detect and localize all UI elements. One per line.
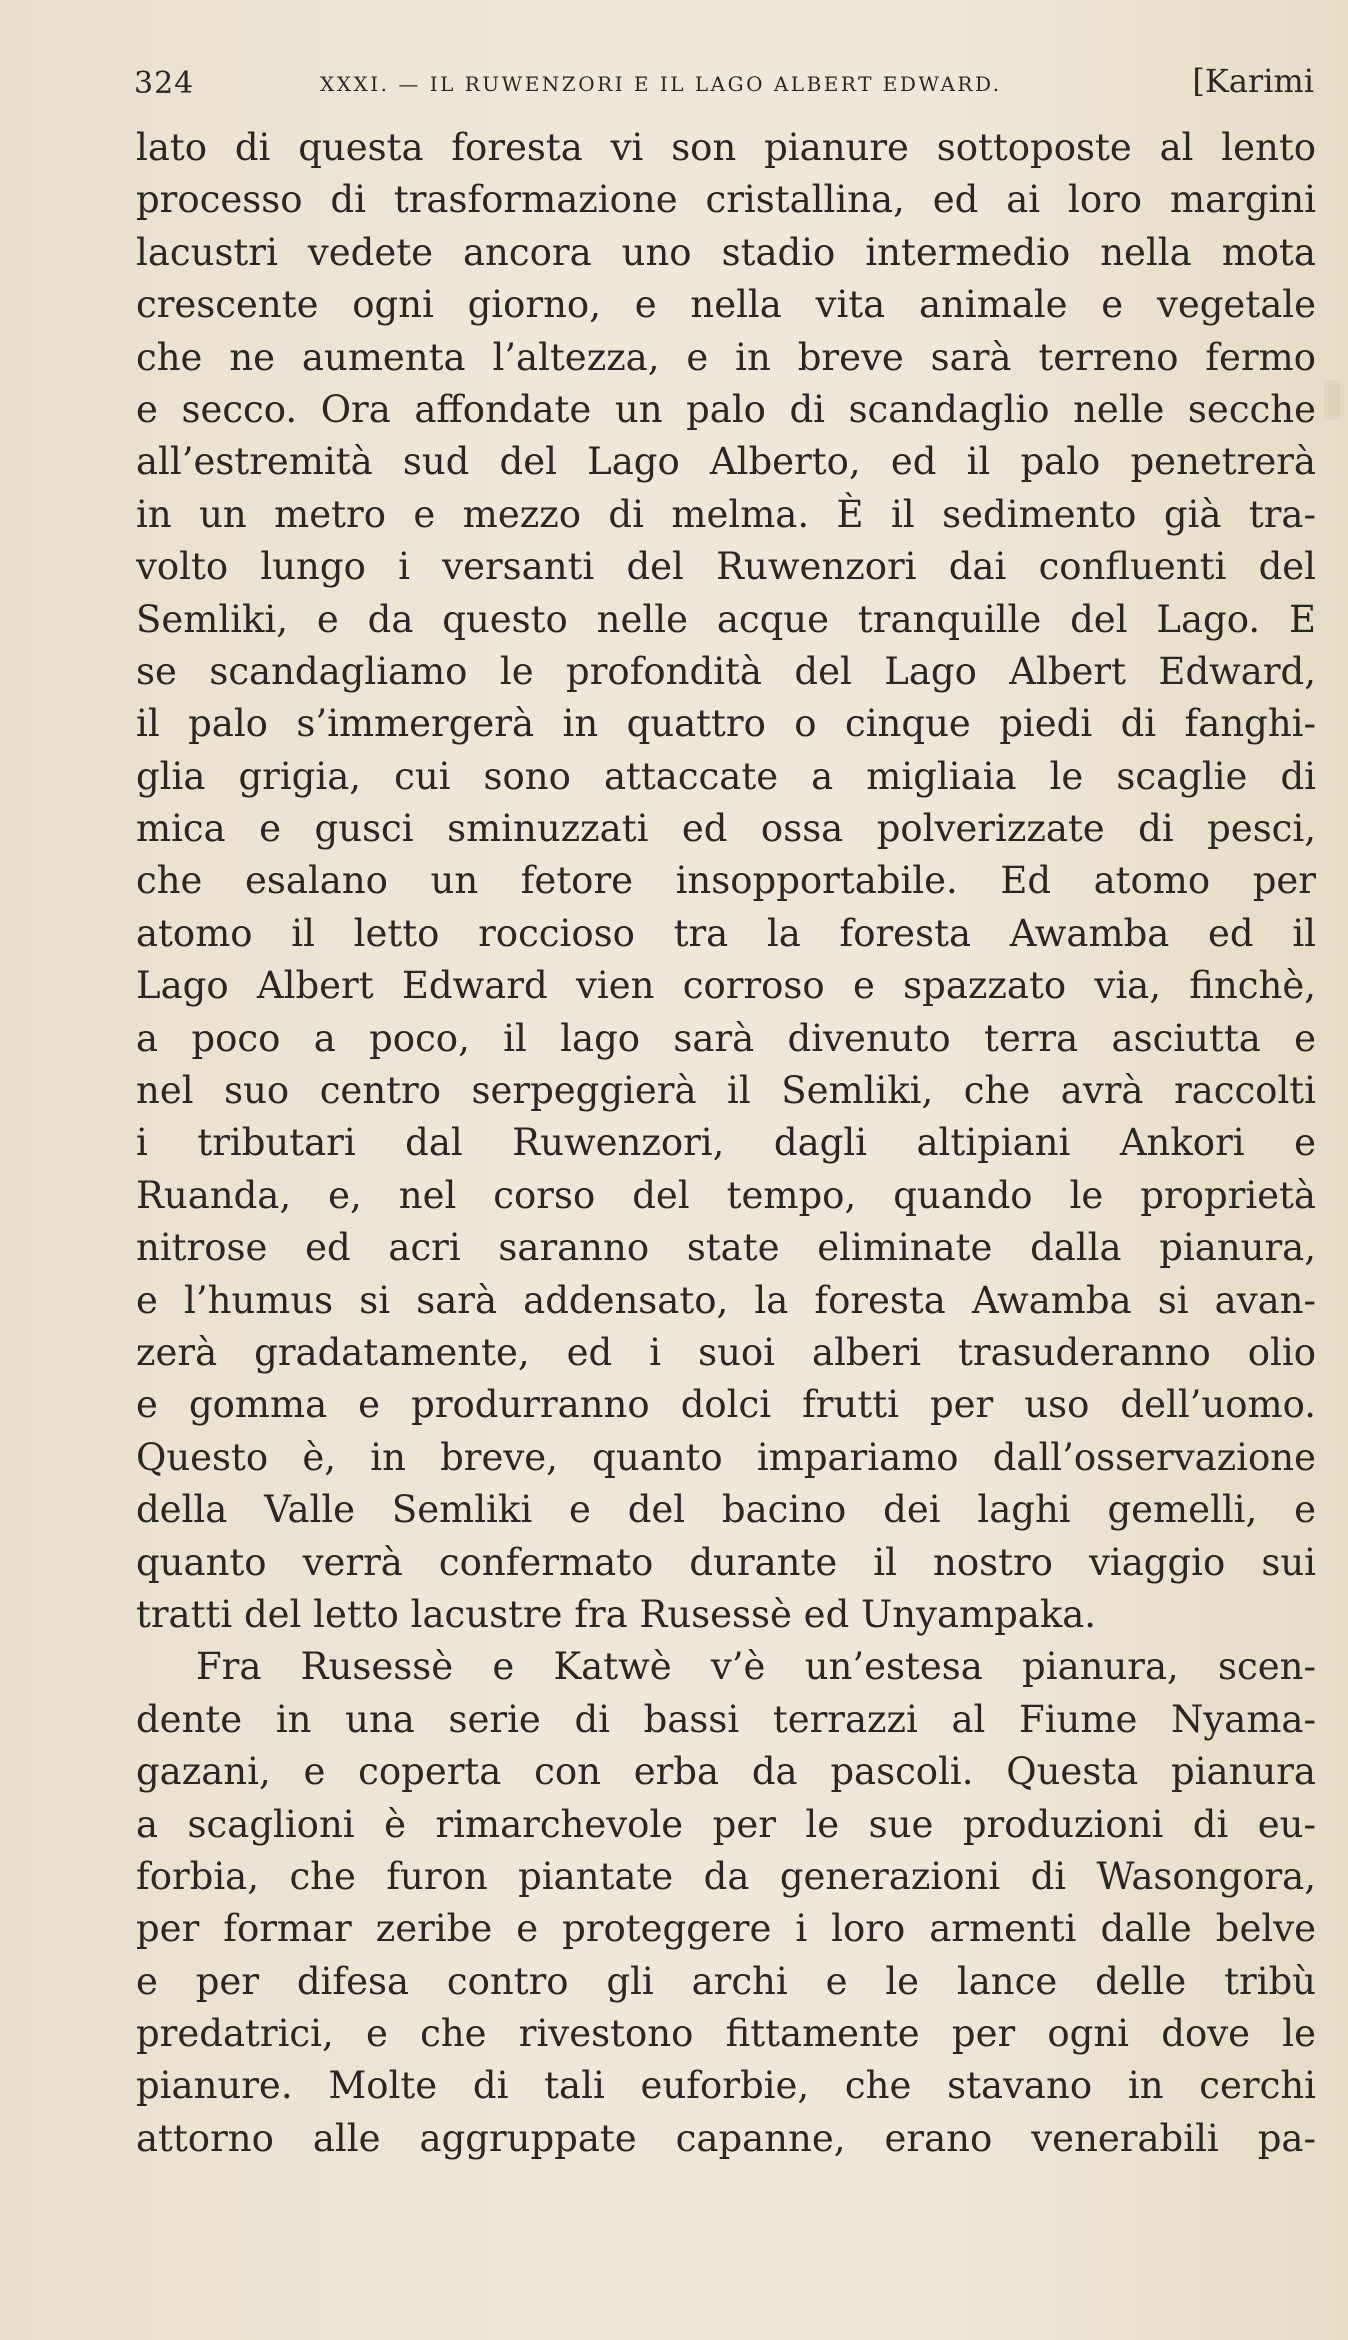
page-number: 324 — [134, 66, 195, 101]
text-line: processo di trasformazione cristallina, ed ai loro margini — [136, 178, 1316, 222]
text-line: della Valle Semliki e del bacino dei laghi gemelli, e — [136, 1488, 1316, 1532]
text-line: atomo il letto roccioso tra la foresta Awamba ed il — [136, 911, 1316, 955]
text-line: Semliki, e da questo nelle acque tranquille del Lago. E — [136, 597, 1316, 641]
text-line: che esalano un fetore insopportabile. Ed atomo per — [136, 859, 1316, 903]
text-line: il palo s’immergerà in quattro o cinque piedi di fanghi- — [136, 702, 1316, 746]
text-line: che ne aumenta l’altezza, e in breve sarà terreno fermo — [136, 335, 1316, 379]
text-line: per formar zeribe e proteggere i loro armenti dalle belve — [136, 1907, 1316, 1951]
text-line: gazani, e coperta con erba da pascoli. Questa pianura — [136, 1750, 1316, 1794]
paper-stain — [1324, 380, 1340, 420]
text-line: mica e gusci sminuzzati ed ossa polverizzate di pesci, — [136, 807, 1316, 851]
text-line: in un metro e mezzo di melma. È il sedimento già tra- — [136, 492, 1316, 536]
running-title: XXXI. — IL RUWENZORI E IL LAGO ALBERT EDWARD. — [320, 72, 1002, 96]
text-line: all’estremità sud del Lago Alberto, ed il palo penetrerà — [136, 440, 1316, 484]
text-line: zerà gradatamente, ed i suoi alberi trasuderanno olio — [136, 1330, 1316, 1374]
text-line: e secco. Ora affondate un palo di scandaglio nelle secche — [136, 387, 1316, 431]
text-line: e gomma e produrranno dolci frutti per uso dell’uomo. — [136, 1383, 1316, 1427]
text-line: Questo è, in breve, quanto impariamo dall’osservazione — [136, 1435, 1316, 1479]
text-line: lato di questa foresta vi son pianure sottoposte al lento — [136, 126, 1316, 169]
text-line: Fra Rusessè e Katwè v’è un’estesa pianura, scen- — [196, 1645, 1316, 1689]
text-line: se scandagliamo le profondità del Lago Albert Edward, — [136, 649, 1316, 693]
text-line: attorno alle aggruppate capanne, erano venerabili pa- — [136, 2116, 1316, 2160]
text-line: dente in una serie di bassi terrazzi al Fiume Nyama- — [136, 1697, 1316, 1741]
text-line: a scaglioni è rimarchevole per le sue produzioni di eu- — [136, 1802, 1316, 1846]
text-line: volto lungo i versanti del Ruwenzori dai confluenti del — [136, 545, 1316, 589]
text-line: Lago Albert Edward vien corroso e spazzato via, finchè, — [136, 964, 1316, 1008]
text-line: e per difesa contro gli archi e le lance delle tribù — [136, 1959, 1316, 2003]
text-line: predatrici, e che rivestono fittamente per ogni dove le — [136, 2012, 1316, 2056]
text-line: pianure. Molte di tali euforbie, che stavano in cerchi — [136, 2064, 1316, 2108]
text-line: glia grigia, cui sono attaccate a migliaia le scaglie di — [136, 754, 1316, 798]
text-line: tratti del letto lacustre fra Rusessè ed Unyampaka. — [136, 1592, 1097, 1636]
text-line: nitrose ed acri saranno state eliminate dalla pianura, — [136, 1226, 1316, 1270]
text-line: forbia, che furon piantate da generazioni di Wasongora, — [136, 1854, 1316, 1898]
running-section-tag: [Karimi — [1192, 62, 1314, 100]
text-line: quanto verrà confermato durante il nostro viaggio sui — [136, 1540, 1316, 1584]
text-line: crescente ogni giorno, e nella vita animale e vegetale — [136, 283, 1316, 327]
body-text — [136, 122, 1316, 2165]
page-header — [134, 62, 1314, 106]
text-line: lacustri vedete ancora uno stadio intermedio nella mota — [136, 230, 1316, 274]
text-line: Ruanda, e, nel corso del tempo, quando le proprietà — [136, 1173, 1316, 1217]
text-line: i tributari dal Ruwenzori, dagli altipiani Ankori e — [136, 1121, 1316, 1165]
text-line: e l’humus si sarà addensato, la foresta Awamba si avan- — [136, 1278, 1316, 1322]
text-line: nel suo centro serpeggierà il Semliki, che avrà raccolti — [136, 1069, 1316, 1113]
text-line: a poco a poco, il lago sarà divenuto terra asciutta e — [136, 1016, 1316, 1060]
